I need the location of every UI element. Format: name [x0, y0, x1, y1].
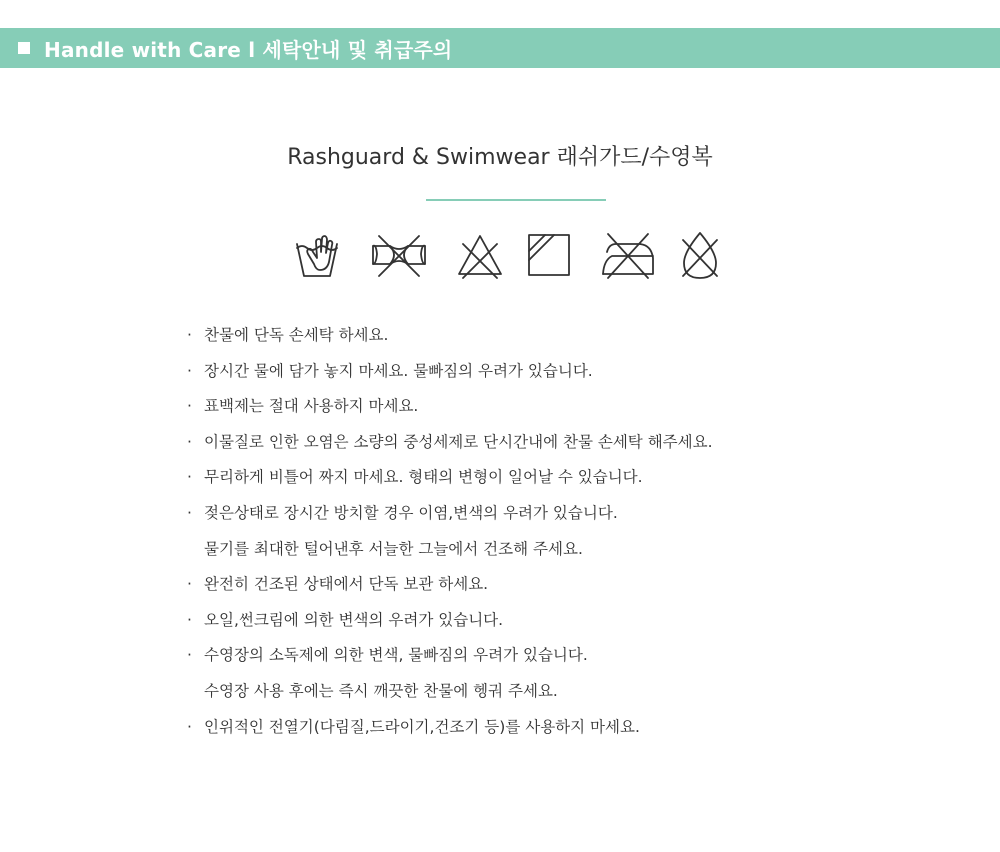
note-text: 젖은상태로 장시간 방치할 경우 이염,변색의 우려가 있습니다.: [204, 503, 618, 522]
hand-wash-icon: [294, 230, 340, 280]
care-icons: [290, 230, 730, 282]
header-bar: [0, 28, 1000, 68]
list-item: [187, 567, 947, 603]
list-item: [187, 638, 947, 674]
note-text: 장시간 물에 담가 놓지 마세요. 물빠짐의 우려가 있습니다.: [204, 361, 593, 380]
do-not-iron-icon: [600, 230, 656, 280]
list-item: [187, 496, 947, 532]
header-square-icon: [18, 42, 30, 54]
list-item: [187, 425, 947, 461]
do-not-wring-icon: [370, 230, 428, 280]
list-item: [187, 603, 947, 639]
note-text: 이물질로 인한 오염은 소량의 중성세제로 단시간내에 찬물 손세탁 해주세요.: [204, 432, 713, 451]
title-divider: [426, 199, 606, 201]
care-notes: [187, 318, 947, 745]
bullet: ·: [187, 361, 192, 380]
note-text: 완전히 건조된 상태에서 단독 보관 하세요.: [204, 575, 489, 594]
bullet: ·: [187, 646, 192, 665]
dry-in-shade-icon: [526, 230, 572, 280]
note-text: 수영장의 소독제에 의한 변색, 물빠짐의 우려가 있습니다.: [204, 646, 588, 665]
note-text: 물기를 최대한 털어낸후 서늘한 그늘에서 건조해 주세요.: [204, 539, 583, 558]
list-item: [187, 710, 947, 746]
do-not-dry-clean-icon: [678, 230, 722, 282]
bullet: ·: [187, 397, 192, 416]
note-text: 표백제는 절대 사용하지 마세요.: [204, 397, 419, 416]
note-text: 오일,썬크림에 의한 변색의 우려가 있습니다.: [204, 610, 504, 629]
bullet: ·: [187, 468, 192, 487]
note-text: 수영장 사용 후에는 즉시 깨끗한 찬물에 헹궈 주세요.: [204, 681, 558, 700]
list-item-continuation: [187, 532, 947, 568]
note-text: 인위적인 전열기(다림질,드라이기,건조기 등)를 사용하지 마세요.: [204, 717, 640, 736]
note-text: 무리하게 비틀어 짜지 마세요. 형태의 변형이 일어날 수 있습니다.: [204, 468, 643, 487]
section-title: Rashguard & Swimwear 래쉬가드/수영복: [287, 145, 713, 170]
do-not-bleach-icon: [456, 230, 504, 280]
list-item: [187, 354, 947, 390]
bullet: ·: [187, 503, 192, 522]
bullet: ·: [187, 610, 192, 629]
bullet: ·: [187, 326, 192, 344]
bullet: ·: [187, 575, 192, 594]
note-text: 찬물에 단독 손세탁 하세요.: [204, 326, 389, 344]
list-item: [187, 460, 947, 496]
list-item-continuation: [187, 674, 947, 710]
header-title: Handle with Care l 세탁안내 및 취급주의: [44, 37, 453, 62]
list-item: [187, 318, 947, 354]
list-item: [187, 389, 947, 425]
bullet: ·: [187, 432, 192, 451]
bullet: ·: [187, 717, 192, 736]
